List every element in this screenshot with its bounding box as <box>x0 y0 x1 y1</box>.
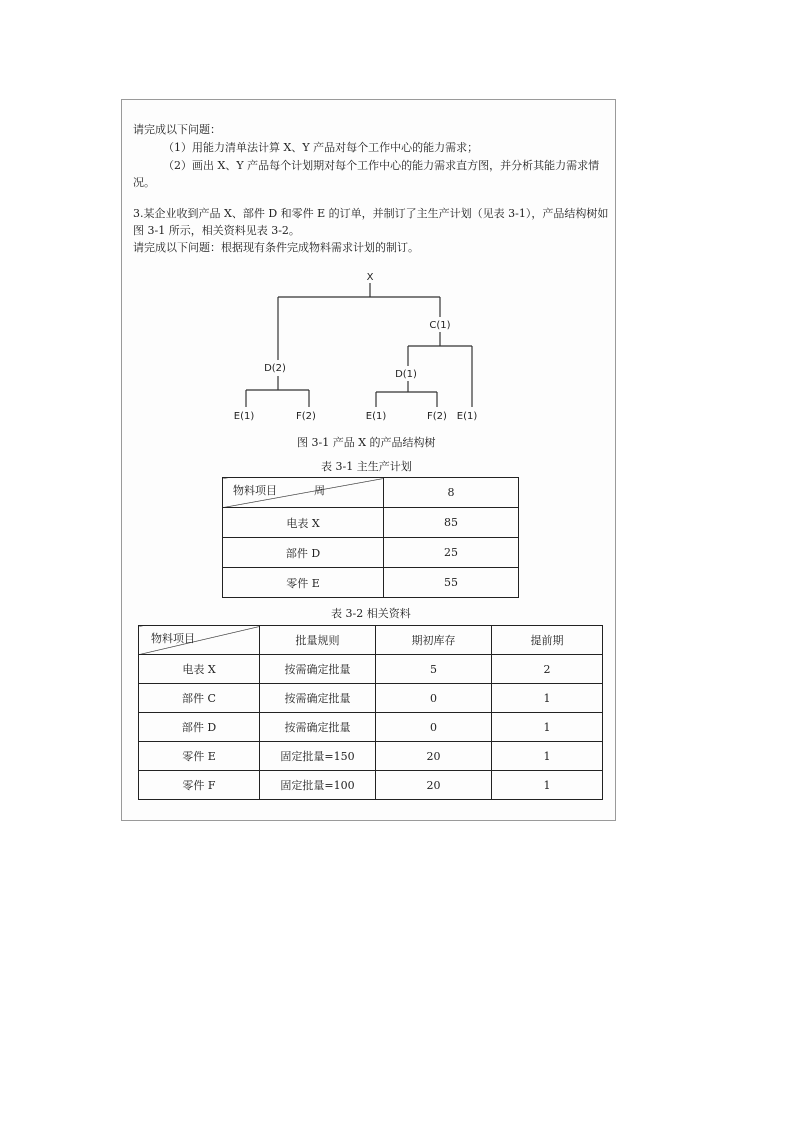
cell-stock: 20 <box>376 771 492 800</box>
problem-3-line-3: 请完成以下问题：根据现有条件完成物料需求计划的制订。 <box>133 241 419 254</box>
tree-node-c: C(1) <box>429 320 451 331</box>
table-row <box>223 568 519 598</box>
figure-caption: 图 3-1 产品 X 的产品结构树 <box>297 436 436 449</box>
cell-rule: 按需确定批量 <box>260 684 376 713</box>
cell-rule: 按需确定批量 <box>260 713 376 742</box>
tree-node-f1: F(2) <box>296 411 316 422</box>
cell-lead: 2 <box>492 655 603 684</box>
cell-qty: 85 <box>384 508 519 538</box>
table-row <box>139 771 603 800</box>
table-row <box>223 478 519 508</box>
tree-node-f2: F(2) <box>427 411 447 422</box>
header-week-label: 周 <box>314 484 325 497</box>
tree-node-d-left: D(2) <box>264 363 286 374</box>
cell-item: 零件 F <box>139 771 260 800</box>
cell-qty: 25 <box>384 538 519 568</box>
question-2-line-2: 况。 <box>133 176 155 189</box>
table-row <box>139 626 603 655</box>
header-week-number: 8 <box>384 478 519 508</box>
cell-item: 部件 D <box>139 713 260 742</box>
table-row <box>139 713 603 742</box>
header-item-label: 物料项目 <box>151 632 195 645</box>
cell-item: 零件 E <box>139 742 260 771</box>
tree-node-e2: E(1) <box>365 411 387 422</box>
cell-stock: 0 <box>376 684 492 713</box>
tree-node-e3: E(1) <box>456 411 478 422</box>
cell-stock: 5 <box>376 655 492 684</box>
question-1: （1）用能力清单法计算 X、Y 产品对每个工作中心的能力需求； <box>163 141 479 154</box>
cell-lead: 1 <box>492 771 603 800</box>
table-row <box>139 684 603 713</box>
problem-3-line-2: 图 3-1 所示，相关资料见表 3-2。 <box>133 224 300 237</box>
cell-stock: 0 <box>376 713 492 742</box>
cell-lead: 1 <box>492 742 603 771</box>
cell-rule: 按需确定批量 <box>260 655 376 684</box>
cell-rule: 固定批量=100 <box>260 771 376 800</box>
problem-3-line-1: 3.某企业收到产品 X、部件 D 和零件 E 的订单，并制订了主生产计划（见表 3-1），产品结构树如 <box>133 207 609 220</box>
cell-item: 电表 X <box>139 655 260 684</box>
table-row <box>223 508 519 538</box>
cell-qty: 55 <box>384 568 519 598</box>
cell-rule: 固定批量=150 <box>260 742 376 771</box>
table-2-caption: 表 3-2 相关资料 <box>331 607 411 620</box>
related-data-table <box>138 625 603 800</box>
diagonal-header-cell <box>139 626 260 655</box>
header-lot-rule: 批量规则 <box>260 626 376 655</box>
cell-item: 部件 D <box>223 538 384 568</box>
tree-node-x: X <box>366 272 374 283</box>
diagonal-header-cell <box>223 478 384 508</box>
header-item-label: 物料项目 <box>233 484 277 497</box>
master-production-schedule-table <box>222 477 519 598</box>
tree-node-d-mid: D(1) <box>395 369 417 380</box>
question-2-line-1: （2）画出 X、Y 产品每个计划期对每个工作中心的能力需求直方图，并分析其能力需求情 <box>163 159 600 172</box>
product-structure-tree <box>0 0 793 460</box>
header-initial-stock: 期初库存 <box>376 626 492 655</box>
header-lead-time: 提前期 <box>492 626 603 655</box>
cell-item: 部件 C <box>139 684 260 713</box>
cell-item: 电表 X <box>223 508 384 538</box>
cell-lead: 1 <box>492 684 603 713</box>
cell-stock: 20 <box>376 742 492 771</box>
table-row <box>223 538 519 568</box>
intro-prompt: 请完成以下问题： <box>133 123 221 136</box>
cell-lead: 1 <box>492 713 603 742</box>
cell-item: 零件 E <box>223 568 384 598</box>
table-row <box>139 742 603 771</box>
table-row <box>139 655 603 684</box>
tree-node-e1: E(1) <box>233 411 255 422</box>
table-1-caption: 表 3-1 主生产计划 <box>321 460 412 473</box>
